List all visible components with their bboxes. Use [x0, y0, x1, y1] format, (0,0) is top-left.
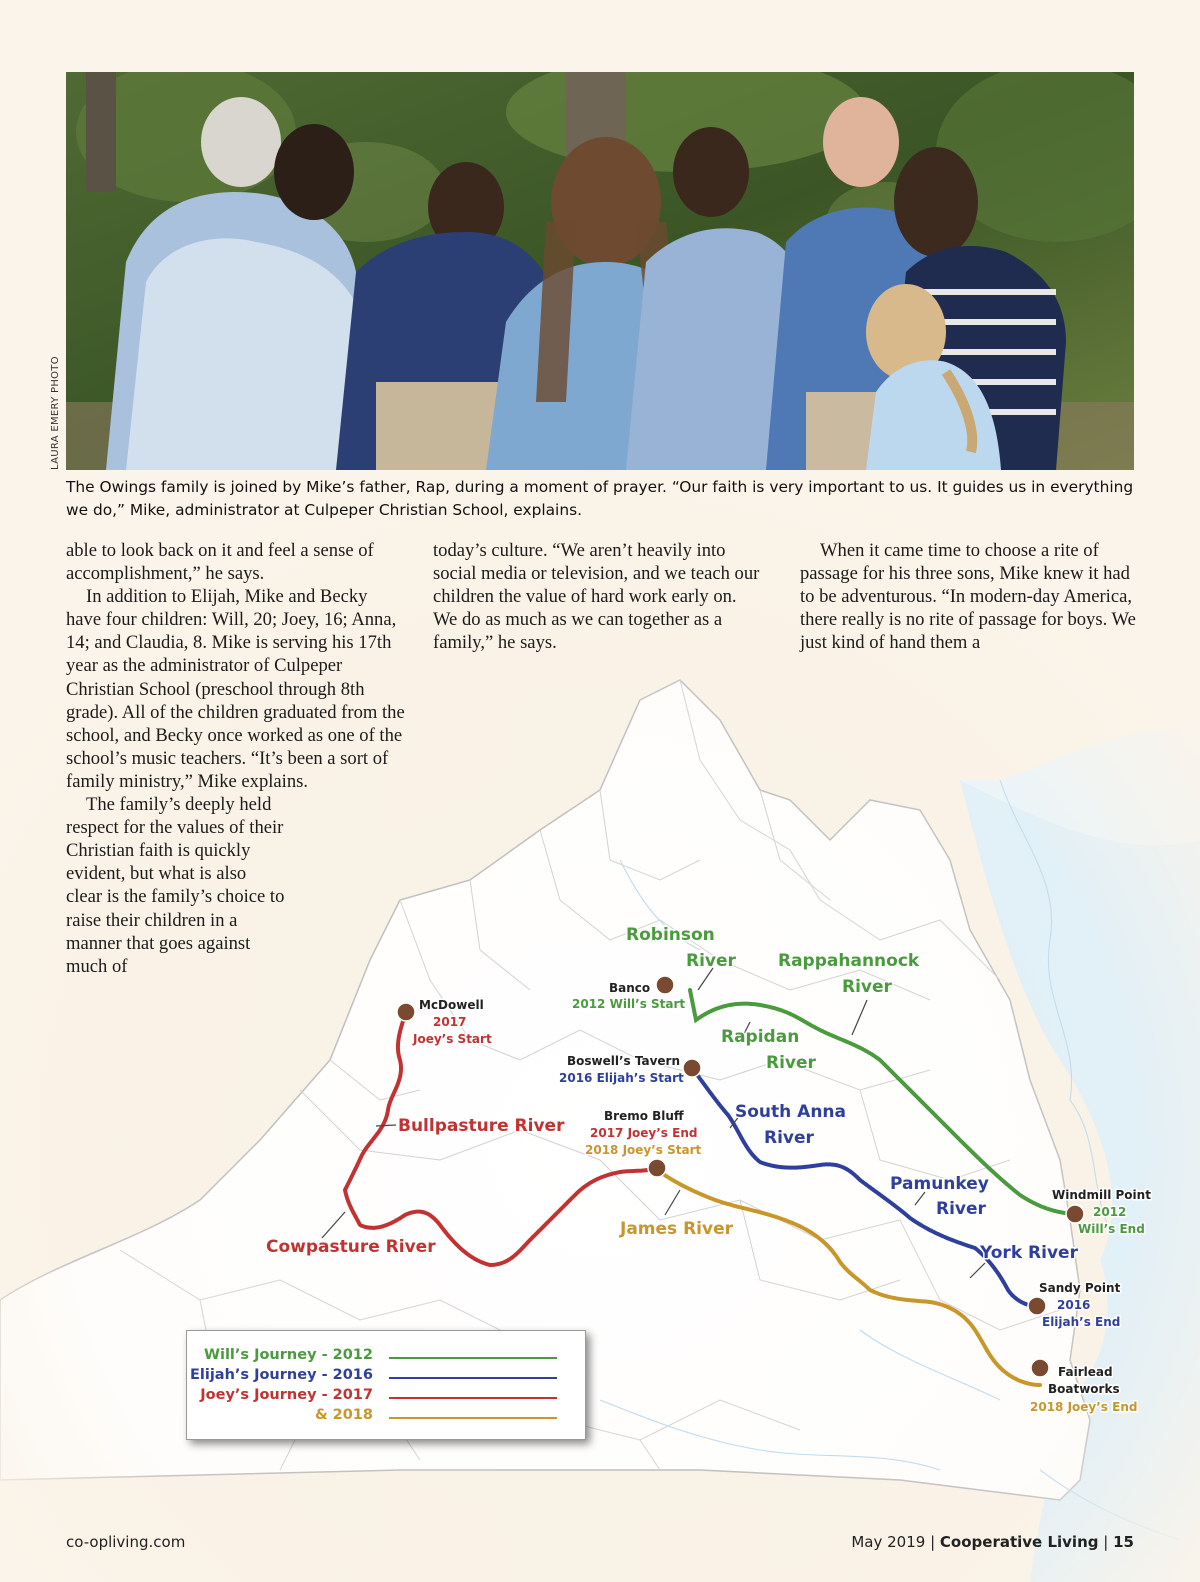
- fairlead-sub-label: 2018 Joey’s End: [1030, 1400, 1138, 1414]
- boswells-tavern-label: Boswell’s Tavern: [567, 1054, 681, 1068]
- cowpasture-river-label: Cowpasture River: [266, 1237, 436, 1257]
- legend-item-will: [187, 1347, 585, 1367]
- robinson-river-label: Robinson: [626, 925, 715, 945]
- legend-label: Joey’s Journey - 2017: [200, 1387, 373, 1403]
- paragraph: able to look back on it and feel a sense of accomplishment,” he says.: [66, 540, 374, 585]
- south-anna-river-label-2: River: [764, 1128, 814, 1148]
- paragraph: The family’s deeply held respect for the values of their Christian faith is quickly evident, but what is also clear is the family’s choice to raise their children in a manner that goes against much of: [66, 794, 285, 977]
- legend-swatch: [389, 1417, 557, 1419]
- pamunkey-river-label: Pamunkey: [890, 1174, 989, 1194]
- photo-credit: LAURA EMERY PHOTO: [50, 356, 61, 470]
- windmill-point-sub-label: Will’s End: [1078, 1222, 1145, 1236]
- footer-page-number: 15: [1113, 1533, 1134, 1551]
- mcdowell-label: McDowell: [419, 998, 484, 1012]
- rappahannock-river-label: Rappahannock: [778, 951, 920, 971]
- bremo-bluff-label: Bremo Bluff: [604, 1109, 684, 1123]
- sandy-point-year-label: 2016: [1057, 1298, 1091, 1312]
- robinson-river-label-2: River: [686, 951, 736, 971]
- mcdowell-year-label: 2017: [433, 1015, 467, 1029]
- sandy-point-sub-label: Elijah’s End: [1042, 1315, 1121, 1329]
- legend-item-elijah: [187, 1367, 585, 1387]
- banco-label: Banco: [609, 981, 651, 995]
- legend-swatch: [389, 1357, 557, 1359]
- legend-swatch: [389, 1377, 557, 1379]
- paragraph: In addition to Elijah, Mike and Becky have four children: Will, 20; Joey, 16; Anna, 14; and Claudia, 8. Mike is serving his 17th year as the administrator of Culpeper Christian School (preschool through 8th grade). All of the children graduated from the school, and Becky once worked as one of the school’s music teachers. “It’s been a sort of family ministry,” Mike explains.: [66, 586, 405, 792]
- fairlead-label: Fairlead: [1058, 1365, 1113, 1379]
- bullpasture-river-label: Bullpasture River: [398, 1116, 565, 1136]
- james-river-label: James River: [620, 1219, 733, 1239]
- family-prayer-photo: [66, 72, 1134, 470]
- legend-label: Elijah’s Journey - 2016: [189, 1367, 373, 1383]
- rappahannock-river-label-2: River: [842, 977, 892, 997]
- mcdowell-sub-label: Joey’s Start: [413, 1032, 492, 1046]
- bremo-bluff-sub-label-1: 2017 Joey’s End: [590, 1126, 698, 1140]
- article-column-1: [66, 539, 406, 978]
- footer-date: May 2019: [851, 1533, 926, 1551]
- legend-label: & 2018: [314, 1407, 373, 1423]
- windmill-point-year-label: 2012: [1093, 1205, 1127, 1219]
- footer-separator: |: [1103, 1533, 1109, 1551]
- footer-folio: [851, 1533, 1134, 1551]
- map-legend: [186, 1330, 586, 1440]
- sandy-point-label: Sandy Point: [1039, 1281, 1121, 1295]
- footer-separator: |: [930, 1533, 936, 1551]
- legend-item-joey-2018: [187, 1407, 585, 1427]
- photo-caption: The Owings family is joined by Mike’s father, Rap, during a moment of prayer. “Our faith is very important to us. It guides us in everything we do,” Mike, administrator at Culpeper Christian School, explains.: [66, 478, 1134, 519]
- windmill-point-label: Windmill Point: [1052, 1188, 1151, 1202]
- rapidan-river-label: Rapidan: [721, 1027, 800, 1047]
- rapidan-river-label-2: River: [766, 1053, 816, 1073]
- york-river-label: York River: [980, 1243, 1078, 1263]
- footer-website: co-opliving.com: [66, 1533, 186, 1551]
- bremo-bluff-sub-label-2: 2018 Joey’s Start: [585, 1143, 702, 1157]
- south-anna-river-label: South Anna: [735, 1102, 847, 1122]
- legend-item-joey-2017: [187, 1387, 585, 1407]
- article-column-2: [433, 539, 763, 654]
- boswells-tavern-sub-label: 2016 Elijah’s Start: [559, 1071, 684, 1085]
- legend-swatch: [389, 1397, 557, 1399]
- footer-magazine-name: Cooperative Living: [939, 1533, 1099, 1551]
- paragraph: today’s culture. “We aren’t heavily into social media or television, and we teach our children the value of hard work early on. We do as much as we can together as a family,” he says.: [433, 540, 760, 654]
- legend-label: Will’s Journey - 2012: [203, 1347, 373, 1363]
- boatworks-label: Boatworks: [1048, 1382, 1120, 1396]
- paragraph: When it came time to choose a rite of passage for his three sons, Mike knew it had to be adventurous. “In modern-day America, there really is no rite of passage for boys. We just kind of hand them a: [800, 540, 1136, 654]
- pamunkey-river-label-2: River: [936, 1199, 986, 1219]
- article-column-3: [800, 539, 1140, 654]
- banco-sub-label: 2012 Will’s Start: [572, 997, 686, 1011]
